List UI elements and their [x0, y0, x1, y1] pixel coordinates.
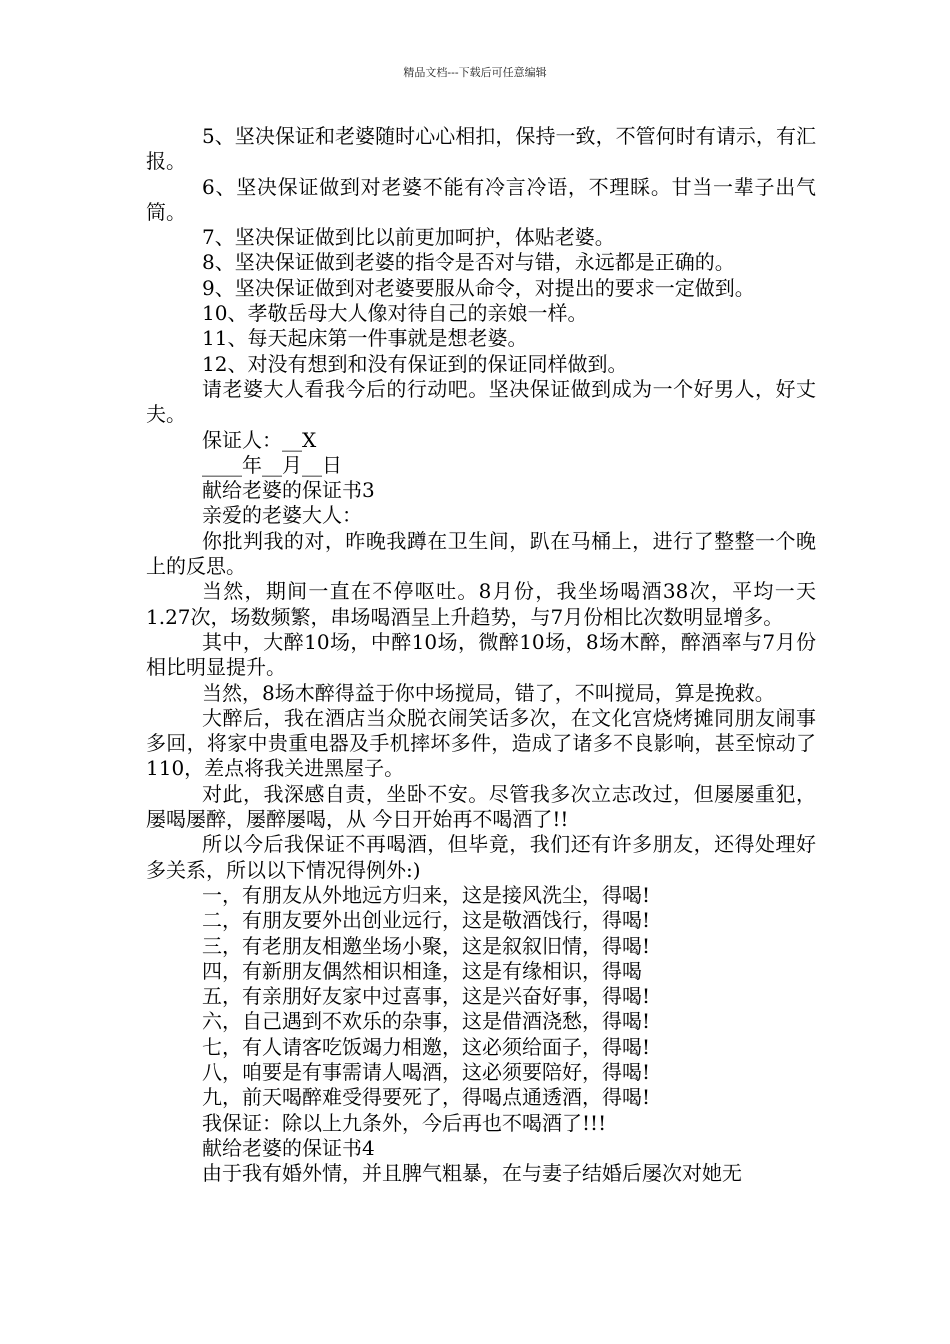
- paragraph: 我保证：除以上九条外，今后再也不喝酒了!!!: [202, 1110, 607, 1135]
- paragraph: 9、坚决保证做到对老婆要服从命令，对提出的要求一定做到。: [202, 275, 755, 300]
- list-item: 八，咱要是有事需请人喝酒，这必须要陪好，得喝!: [202, 1059, 651, 1084]
- paragraph: 10、孝敬岳母大人像对待自己的亲娘一样。: [202, 301, 588, 326]
- document-body: [146, 124, 816, 1186]
- paragraph: 大醉后，我在酒店当众脱衣闹笑话多次，在文化宫烧烤摊同朋友闹事多回，将家中贵重电器及手机摔坏多件，造成了诸多不良影响，甚至惊动了110，差点将我关进黑屋子。: [146, 705, 816, 781]
- paragraph: 当然，8场木醉得益于你中场搅局，错了，不叫搅局，算是挽救。: [202, 680, 775, 705]
- date-line: ____年__月__日: [202, 452, 342, 477]
- paragraph: 所以今后我保证不再喝酒，但毕竟，我们还有许多朋友，还得处理好多关系，所以以下情况得例外:): [146, 832, 816, 882]
- paragraph: 请老婆大人看我今后的行动吧。坚决保证做到成为一个好男人，好丈夫。: [146, 376, 816, 427]
- paragraph: 当然，期间一直在不停呕吐。8月份，我坐场喝酒38次，平均一天1.27次，场数频繁，串场喝酒呈上升趋势，与7月份相比次数明显增多。: [146, 579, 816, 629]
- list-item: 九，前天喝醉难受得要死了，得喝点通透酒，得喝!: [202, 1085, 651, 1110]
- list-item: 五，有亲朋好友家中过喜事，这是兴奋好事，得喝!: [202, 984, 651, 1009]
- signature-line: 保证人：__X: [202, 427, 317, 452]
- list-item: 二，有朋友要外出创业远行，这是敬酒饯行，得喝!: [202, 908, 651, 933]
- paragraph: 7、坚决保证做到比以前更加呵护，体贴老婆。: [202, 225, 615, 250]
- list-item: 七，有人请客吃饭竭力相邀，这必须给面子，得喝!: [202, 1034, 651, 1059]
- page-header: 精品文档---下载后可任意编辑: [403, 66, 547, 79]
- salutation: 亲爱的老婆大人：: [202, 503, 362, 528]
- paragraph: 对此，我深感自责，坐卧不安。尽管我多次立志改过，但屡屡重犯，屡喝屡醉，屡醉屡喝，从 今日开始再不喝酒了!!: [146, 781, 816, 832]
- paragraph: 12、对没有想到和没有保证到的保证同样做到。: [202, 351, 628, 376]
- paragraph: 你批判我的对，昨晚我蹲在卫生间，趴在马桶上，进行了整整一个晚上的反思。: [146, 528, 816, 579]
- list-item: 三，有老朋友相邀坐场小聚，这是叙叙旧情，得喝!: [202, 933, 651, 958]
- paragraph: 5、坚决保证和老婆随时心心相扣，保持一致，不管何时有请示，有汇报。: [146, 124, 816, 174]
- paragraph: 其中，大醉10场，中醉10场，微醉10场，8场木醉，醉酒率与7月份相比明显提升。: [146, 629, 816, 680]
- paragraph: 由于我有婚外情，并且脾气粗暴，在与妻子结婚后屡次对她无: [202, 1161, 742, 1186]
- list-item: 六，自己遇到不欢乐的杂事，这是借酒浇愁，得喝!: [202, 1009, 651, 1034]
- section-title: 献给老婆的保证书3: [202, 478, 375, 503]
- list-item: 一，有朋友从外地远方归来，这是接风洗尘，得喝!: [202, 882, 651, 907]
- section-title: 献给老婆的保证书4: [202, 1135, 375, 1160]
- paragraph: 8、坚决保证做到老婆的指令是否对与错，永远都是正确的。: [202, 250, 735, 275]
- list-item: 四，有新朋友偶然相识相逢，这是有缘相识，得喝: [202, 958, 642, 983]
- paragraph: 6、坚决保证做到对老婆不能有冷言冷语，不理睬。甘当一辈子出气筒。: [146, 174, 816, 224]
- paragraph: 11、每天起床第一件事就是想老婆。: [202, 326, 528, 351]
